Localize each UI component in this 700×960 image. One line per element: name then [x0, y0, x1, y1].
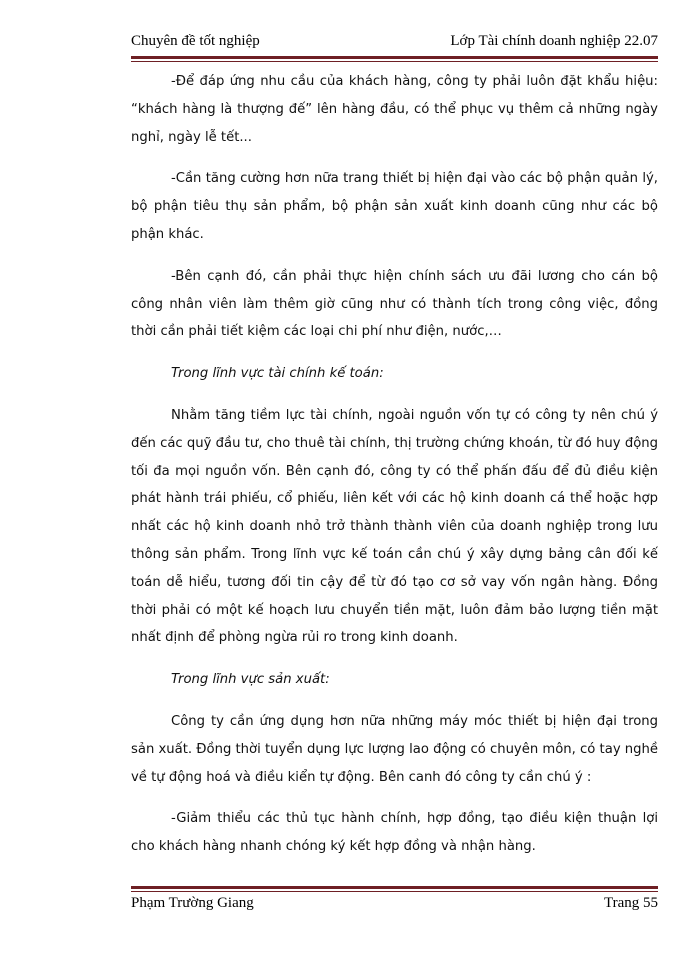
- section-heading: Trong lĩnh vực sản xuất:: [171, 672, 330, 688]
- section-heading: Trong lĩnh vực tài chính kế toán:: [171, 366, 384, 382]
- paragraph: -Để đáp ứng nhu cầu của khách hàng, công ty phải luôn đặt khẩu hiệu: “khách hàng là thượng đế” lên hàng đầu, có thể phục vụ thêm cả những ngày nghỉ, ngày lễ tết...: [131, 74, 658, 145]
- paragraph: Công ty cần ứng dụng hơn nữa những máy móc thiết bị hiện đại trong sản xuất. Đồng thời tuyển dụng lực lượng lao động có chuyên môn, có tay nghề về tự động hoá và điều kiển tự động. Bên canh đó công ty cần chú ý :: [131, 713, 659, 785]
- paragraph: Nhằm tăng tiềm lực tài chính, ngoài nguồn vốn tự có công ty nên chú ý đến các quỹ đầu tư, cho thuê tài chính, thị trường chứng khoán, từ đó huy động tối đa mọi nguồn vốn. Bên cạnh đó, công ty có thể phấn đấu để đủ điều kiện phát hành trái phiếu, cổ phiếu, liên kết với các hộ kinh doanh cá thể hoặc hợp nhất các hộ kinh doanh nhỏ trở thành thành viên của doanh nghiệp trong lưu thông sản phẩm. Trong lĩnh vực kế toán cần chú ý xây dựng bảng cân đối kế toán dễ hiểu, tương đối tin cậy để từ đó tạo cơ sở vay vốn ngân hàng. Đồng thời phải có một kế hoạch lưu chuyển tiền mặt, luôn đảm bảo lượng tiền mặt nhất định để phòng ngừa rủi ro trong kinh doanh.: [131, 407, 658, 646]
- page-header: [131, 33, 658, 55]
- footer-rule: [131, 886, 658, 892]
- paragraph: -Cần tăng cường hơn nữa trang thiết bị hiện đại vào các bộ phận quản lý, bộ phận tiêu thụ sản phẩm, bộ phận sản xuất kinh doanh cũng như các bộ phận khác.: [131, 171, 658, 242]
- paragraph: -Giảm thiểu các thủ tục hành chính, hợp đồng, tạo điều kiện thuận lợi cho khách hàng nhanh chóng ký kết hợp đồng và nhận hàng.: [131, 811, 658, 855]
- header-title: Chuyên đề tốt nghiệp: [131, 33, 260, 49]
- author-name: Phạm Trường Giang: [131, 895, 254, 911]
- document-body: [131, 68, 658, 875]
- header-class: Lớp Tài chính doanh nghiệp 22.07: [450, 33, 658, 49]
- page-number: Trang 55: [603, 895, 658, 911]
- header-rule: [131, 56, 658, 62]
- paragraph: -Bên cạnh đó, cần phải thực hiện chính sách ưu đãi lương cho cán bộ công nhân viên làm thêm giờ cũng như có thành tích trong công việc, đồng thời cần phải tiết kiệm các loại chi phí như điện, nước,…: [131, 268, 658, 340]
- page-footer: [131, 895, 658, 915]
